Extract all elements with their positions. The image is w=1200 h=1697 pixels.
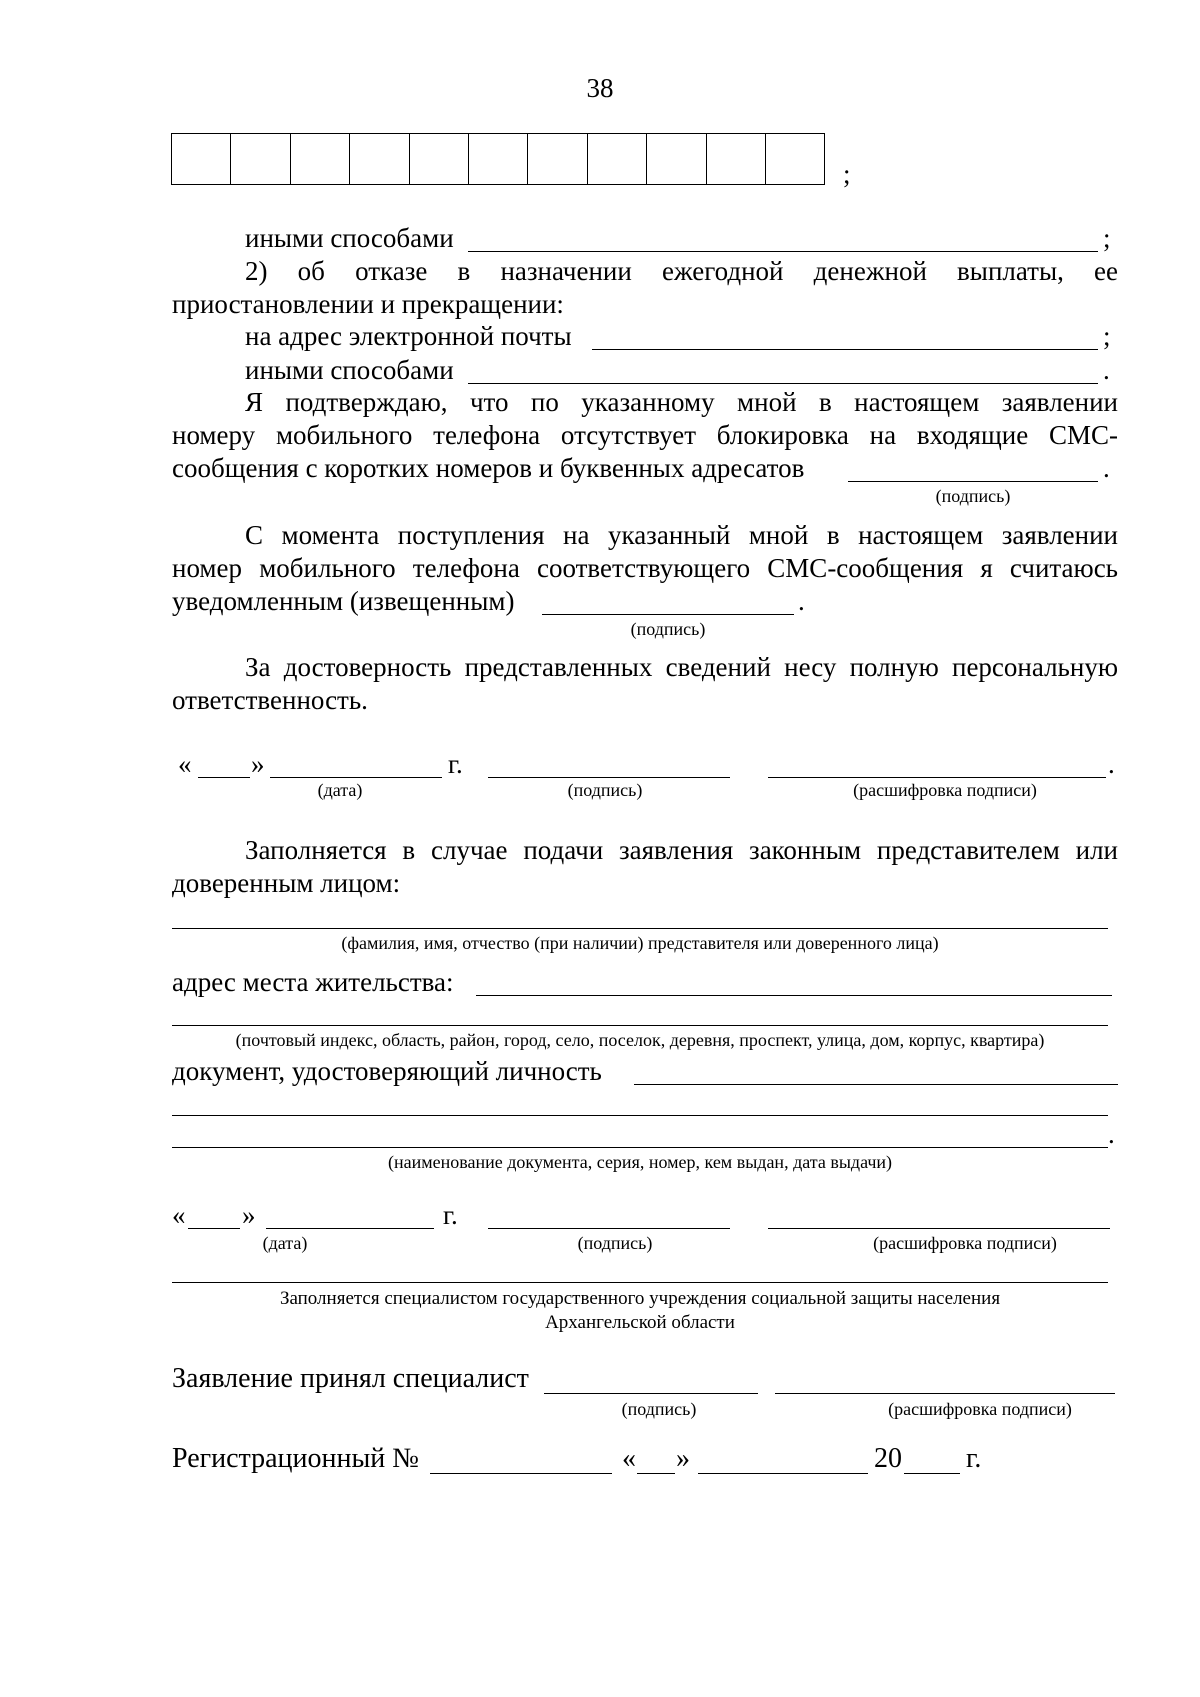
id-document-end: . — [1108, 1119, 1115, 1149]
registration-year-line[interactable] — [904, 1473, 960, 1474]
specialist-separator — [172, 1282, 1108, 1283]
representative-line2: доверенным лицом: — [172, 868, 401, 898]
id-document-line3[interactable] — [172, 1147, 1108, 1148]
other-methods2-label: иными способами — [245, 355, 454, 385]
id-document-line1[interactable] — [634, 1084, 1118, 1085]
confirm-line3: сообщения с коротких номеров и буквенных адресатов — [172, 453, 805, 483]
date1-end: . — [1108, 749, 1115, 779]
confirm-line2: номеру мобильного телефона отсутствует блокировка на входящие СМС- — [172, 420, 1118, 450]
email-end: ; — [1103, 321, 1111, 351]
date1-signature-line[interactable] — [488, 777, 730, 778]
confirm-signature-line[interactable] — [848, 481, 1098, 482]
notified-signature-line[interactable] — [542, 614, 794, 615]
code-cell[interactable] — [410, 133, 469, 185]
confirm-line1: Я подтверждаю, что по указанному мной в настоящем заявлении — [245, 387, 1118, 417]
date2-open-quote: « — [172, 1200, 186, 1230]
registration-label: Регистрационный № — [172, 1443, 419, 1474]
date1-decode-line[interactable] — [768, 777, 1106, 778]
representative-name-line[interactable] — [172, 928, 1108, 929]
code-cells — [171, 133, 825, 185]
confirm-end: . — [1103, 453, 1110, 483]
code-cell[interactable] — [469, 133, 528, 185]
date1-day-line[interactable] — [198, 777, 250, 778]
registration-number-line[interactable] — [430, 1473, 612, 1474]
code-cell[interactable] — [707, 133, 766, 185]
item2-line1: 2) об отказе в назначении ежегодной денежной выплаты, ее — [245, 256, 1118, 286]
date2-caption-decode: (расшифровка подписи) — [873, 1233, 1057, 1253]
registration-open-quote: « — [622, 1443, 636, 1474]
other-methods-line[interactable] — [468, 251, 1098, 252]
date1-close-quote: » — [251, 749, 265, 779]
confirm-signature-caption: (подпись) — [935, 486, 1011, 506]
notified-line1: С момента поступления на указанный мной в настоящем заявлении — [245, 520, 1118, 550]
code-cell[interactable] — [528, 133, 587, 185]
registration-close-quote: » — [676, 1443, 690, 1474]
date2-day-line[interactable] — [188, 1228, 240, 1229]
code-cell[interactable] — [350, 133, 409, 185]
representative-line1: Заполняется в случае подачи заявления законным представителем или — [245, 835, 1118, 865]
date2-close-quote: » — [242, 1200, 256, 1230]
date2-month-line[interactable] — [266, 1228, 434, 1229]
id-document-caption: (наименование документа, серия, номер, кем выдан, дата выдачи) — [387, 1152, 893, 1172]
item2-line2: приостановлении и прекращении: — [172, 289, 564, 319]
accepted-signature-line[interactable] — [544, 1393, 758, 1394]
address-label: адрес места жительства: — [172, 967, 454, 997]
code-cell[interactable] — [647, 133, 706, 185]
other-methods-label: иными способами — [245, 223, 454, 253]
date1-open-quote: « — [178, 749, 192, 779]
accepted-by-label: Заявление принял специалист — [172, 1363, 529, 1394]
code-cell[interactable] — [231, 133, 290, 185]
page-number: 38 — [586, 73, 614, 103]
responsibility-line2: ответственность. — [172, 685, 368, 715]
date1-month-line[interactable] — [270, 777, 442, 778]
code-terminator: ; — [843, 159, 851, 189]
date1-caption-signature: (подпись) — [567, 780, 643, 800]
date2-year-mark: г. — [443, 1200, 458, 1230]
registration-century: 20 — [874, 1443, 902, 1474]
date2-signature-line[interactable] — [488, 1228, 730, 1229]
specialist-note-line1: Заполняется специалистом государственного учреждения социальной защиты населения — [279, 1288, 1001, 1309]
code-cell[interactable] — [588, 133, 647, 185]
other-methods2-end: . — [1103, 355, 1110, 385]
representative-name-caption: (фамилия, имя, отчество (при наличии) представителя или доверенного лица) — [341, 933, 939, 953]
accepted-decode-caption: (расшифровка подписи) — [888, 1399, 1072, 1419]
date2-decode-line[interactable] — [768, 1228, 1110, 1229]
registration-year-mark: г. — [966, 1443, 982, 1474]
notified-line2: номер мобильного телефона соответствующего СМС-сообщения я считаюсь — [172, 553, 1118, 583]
email-line[interactable] — [592, 349, 1098, 350]
date1-caption-date: (дата) — [317, 780, 363, 800]
accepted-signature-caption: (подпись) — [621, 1399, 697, 1419]
notified-signature-caption: (подпись) — [630, 619, 706, 639]
email-label: на адрес электронной почты — [245, 321, 572, 351]
date2-caption-date: (дата) — [262, 1233, 308, 1253]
specialist-note-line2: Архангельской области — [545, 1312, 735, 1333]
registration-month-line[interactable] — [698, 1473, 868, 1474]
accepted-decode-line[interactable] — [775, 1393, 1115, 1394]
date1-caption-decode: (расшифровка подписи) — [853, 780, 1037, 800]
id-document-line2[interactable] — [172, 1115, 1108, 1116]
notified-line3: уведомленным (извещенным) — [172, 586, 515, 616]
other-methods2-line[interactable] — [468, 383, 1098, 384]
address-line1[interactable] — [476, 995, 1112, 996]
code-cell[interactable] — [766, 133, 825, 185]
code-cell[interactable] — [172, 133, 231, 185]
code-cell[interactable] — [291, 133, 350, 185]
registration-day-line[interactable] — [637, 1473, 675, 1474]
notified-end: . — [798, 586, 805, 616]
other-methods-end: ; — [1103, 223, 1111, 253]
id-document-label: документ, удостоверяющий личность — [172, 1056, 602, 1086]
date1-year-mark: г. — [448, 749, 463, 779]
date2-caption-signature: (подпись) — [577, 1233, 653, 1253]
address-line2[interactable] — [172, 1025, 1108, 1026]
address-caption: (почтовый индекс, область, район, город, село, поселок, деревня, проспект, улица, дом, корпус, квартира) — [235, 1030, 1045, 1050]
responsibility-line1: За достоверность представленных сведений несу полную персональную — [245, 652, 1118, 682]
